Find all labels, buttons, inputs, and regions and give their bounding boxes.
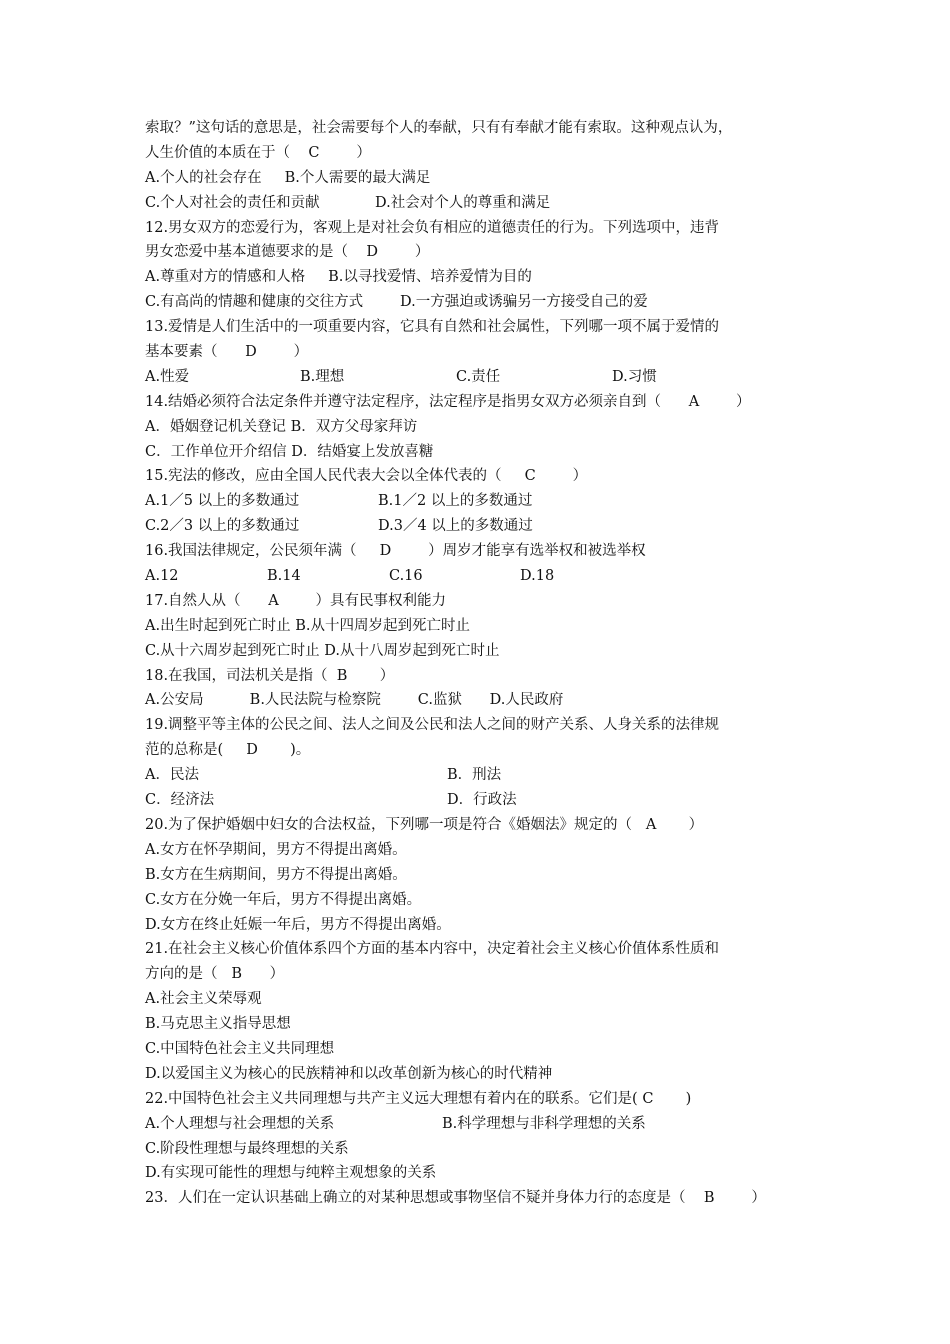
option-d: D.18: [520, 568, 555, 585]
document-page: [145, 116, 810, 1211]
text-line: 基本要素（ D ）: [145, 344, 309, 361]
option-c: C.责任: [456, 368, 501, 385]
text-line: 17.自然人从（ A ）具有民事权利能力: [145, 592, 447, 609]
text-line: 18.在我国，司法机关是指（ B ）: [145, 667, 395, 684]
option-c: C.2／3 以上的多数通过: [145, 518, 300, 535]
text-line: 男女恋爱中基本道德要求的是（ D ）: [145, 244, 430, 261]
text-line: D.以爱国主义为核心的民族精神和以改革创新为核心的时代精神: [145, 1065, 553, 1082]
text-line: 15.宪法的修改，应由全国人民代表大会以全体代表的（ C ）: [145, 468, 588, 485]
text-line: A.个人的社会存在 B.个人需要的最大满足: [145, 169, 431, 186]
text-line: C.阶段性理想与最终理想的关系: [145, 1140, 349, 1157]
text-line: 12.男女双方的恋爱行为，客观上是对社会负有相应的道德责任的行为。下列选项中，违背: [145, 219, 720, 236]
text-line: C.女方在分娩一年后，男方不得提出离婚。: [145, 891, 422, 908]
text-line: 20.为了保护婚姻中妇女的合法权益，下列哪一项是符合《婚姻法》规定的（ A ）: [145, 816, 704, 833]
q22-options-row: [145, 1112, 810, 1137]
text-line: 14.结婚必须符合法定条件并遵守法定程序，法定程序是指男女双方必须亲自到（ A ）: [145, 393, 751, 410]
option-b: B.理想: [300, 368, 345, 385]
q19-options-row: [145, 763, 810, 788]
text-line: 23．人们在一定认识基础上确立的对某种思想或事物坚信不疑并身体力行的态度是（ B ）: [145, 1190, 766, 1207]
text-line: 方向的是（ B ）: [145, 966, 285, 983]
text-line: 13.爱情是人们生活中的一项重要内容，它具有自然和社会属性，下列哪一项不属于爱情的: [145, 319, 720, 336]
option-b: B.14: [267, 568, 301, 585]
text-line: C．工作单位开介绍信 D．结婚宴上发放喜糖: [145, 443, 434, 460]
text-line: C.从十六周岁起到死亡时止 D.从十八周岁起到死亡时止: [145, 642, 500, 659]
option-a: A.12: [145, 568, 179, 585]
q16-options-row: [145, 564, 810, 589]
option-a: A.个人理想与社会理想的关系: [145, 1115, 335, 1132]
q19-options-row: [145, 788, 810, 813]
text-line: B.女方在生病期间，男方不得提出离婚。: [145, 866, 407, 883]
text-line: 22.中国特色社会主义共同理想与共产主义远大理想有着内在的联系。它们是( C ): [145, 1090, 692, 1107]
text-line: D.女方在终止妊娠一年后，男方不得提出离婚。: [145, 916, 451, 933]
text-line: A.社会主义荣辱观: [145, 991, 262, 1008]
option-d: D.3／4 以上的多数通过: [378, 518, 533, 535]
text-line: B.马克思主义指导思想: [145, 1016, 291, 1033]
option-d: D．行政法: [447, 792, 517, 809]
text-line: A.女方在怀孕期间，男方不得提出离婚。: [145, 841, 407, 858]
text-line: C.个人对社会的责任和贡献 D.社会对个人的尊重和满足: [145, 194, 551, 211]
option-b: B.科学理想与非科学理想的关系: [442, 1115, 646, 1132]
text-line: D.有实现可能性的理想与纯粹主观想象的关系: [145, 1165, 437, 1182]
text-line: 人生价值的本质在于（ C ）: [145, 144, 371, 161]
text-line: A.出生时起到死亡时止 B.从十四周岁起到死亡时止: [145, 617, 470, 634]
text-line: A.公安局 B.人民法院与检察院 C.监狱 D.人民政府: [145, 692, 564, 709]
text-line: 19.调整平等主体的公民之间、法人之间及公民和法人之间的财产关系、人身关系的法律规: [145, 717, 720, 734]
text-line: 16.我国法律规定，公民须年满（ D ）周岁才能享有选举权和被选举权: [145, 543, 646, 560]
text-line: 21.在社会主义核心价值体系四个方面的基本内容中，决定着社会主义核心价值体系性质和: [145, 941, 720, 958]
q15-options-row: [145, 514, 810, 539]
option-c: C.16: [389, 568, 423, 585]
text-line: 范的总称是( D )。: [145, 742, 311, 759]
q15-options-row: [145, 489, 810, 514]
option-a: A.性爱: [145, 368, 190, 385]
option-b: B.1／2 以上的多数通过: [378, 493, 533, 510]
option-d: D.习惯: [612, 368, 657, 385]
option-a: A.1／5 以上的多数通过: [145, 493, 300, 510]
q13-options-row: [145, 365, 810, 390]
option-a: A．民法: [145, 767, 199, 784]
option-b: B．刑法: [447, 767, 502, 784]
option-c: C．经济法: [145, 792, 215, 809]
text-line: C.有高尚的情趣和健康的交往方式 D.一方强迫或诱骗另一方接受自己的爱: [145, 294, 648, 311]
text-line: 索取？”这句话的意思是，社会需要每个人的奉献，只有有奉献才能有索取。这种观点认为，: [145, 120, 733, 136]
text-line: A.尊重对方的情感和人格 B.以寻找爱情、培养爱情为目的: [145, 269, 532, 286]
text-line: A．婚姻登记机关登记 B．双方父母家拜访: [145, 418, 418, 435]
text-line: C.中国特色社会主义共同理想: [145, 1040, 335, 1057]
